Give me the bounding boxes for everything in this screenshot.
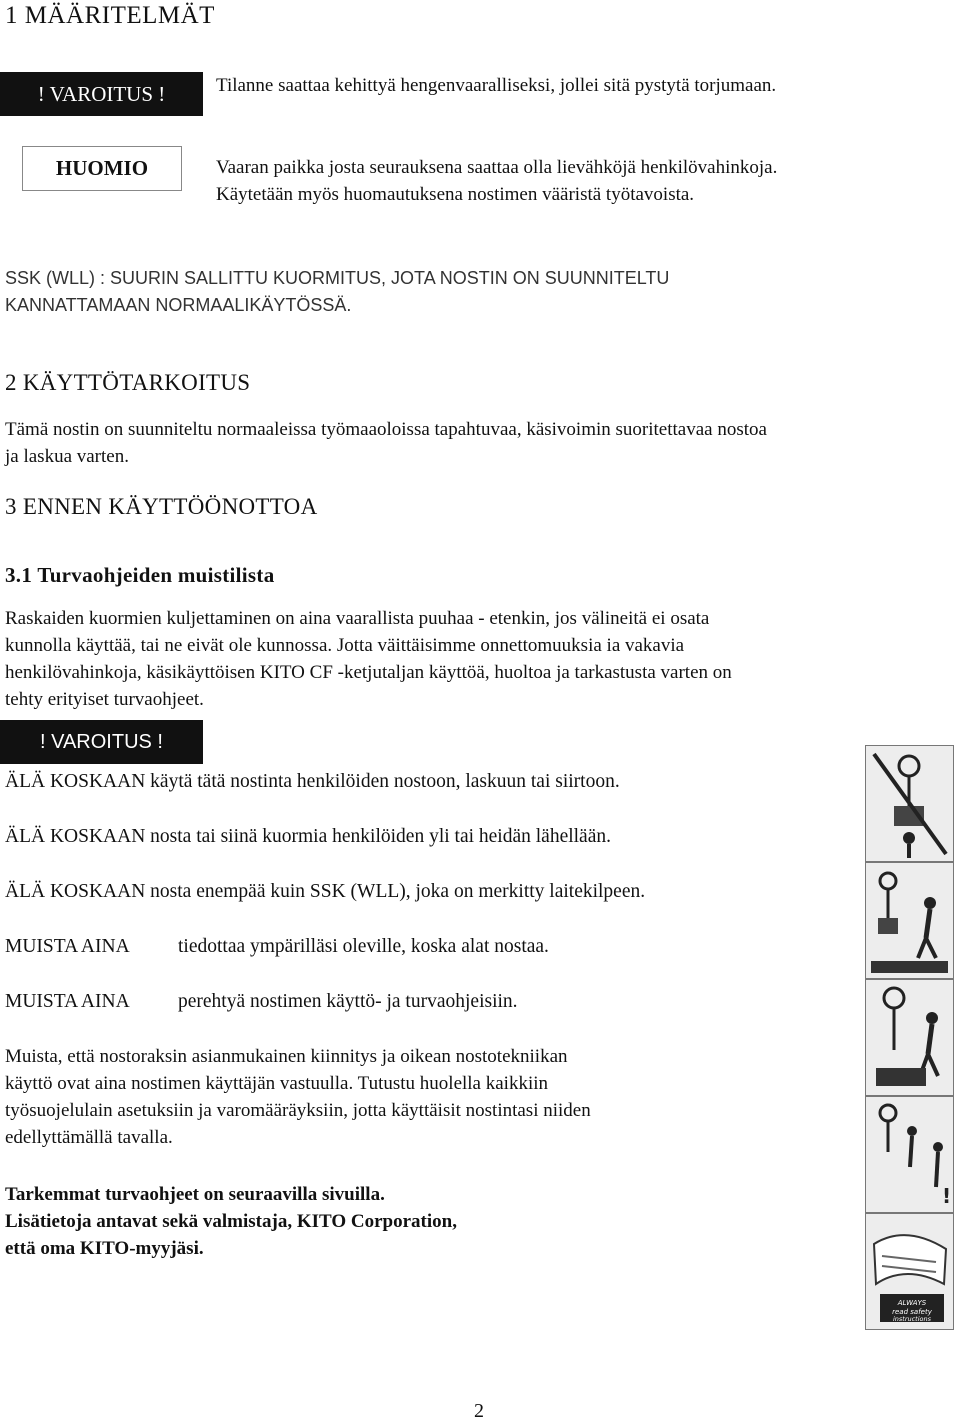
svg-text:ALWAYS: ALWAYS: [897, 1299, 927, 1307]
svg-text:instructions: instructions: [892, 1315, 932, 1323]
intro-line-3: henkilövahinkoja, käsikäyttöisen KITO CF -ketjutaljan käyttöä, huoltoa ja tarkastusta varten on: [5, 662, 732, 683]
ssk-definition-line-2: KANNATTAMAAN NORMAALIKÄYTÖSSÄ.: [5, 295, 352, 315]
never-rule-2: ÄLÄ KOSKAAN nosta tai siinä kuormia henkilöiden yli tai heidän lähellään.: [5, 826, 611, 847]
closing-line-1: Tarkemmat turvaohjeet on seuraavilla sivuilla.: [5, 1184, 385, 1205]
never-rule-3: ÄLÄ KOSKAAN nosta enempää kuin SSK (WLL), joka on merkitty laitekilpeen.: [5, 881, 646, 902]
hoist-near-person-pictogram: [865, 862, 954, 979]
warn-others-pictogram: [865, 1096, 954, 1213]
responsibility-line-1: Muista, että nostoraksin asianmukainen kiinnitys ja oikean nostotekniikan: [5, 1046, 568, 1067]
closing-line-2: Lisätietoja antavat sekä valmistaja, KITO Corporation,: [5, 1211, 457, 1232]
read-instructions-pictogram: [865, 1213, 954, 1330]
intro-line-2: kunnolla käyttää, tai ne eivät ole kunnossa. Jotta väittäisimme onnettomuuksia ia vakavia: [5, 635, 685, 656]
section-1-heading: 1 MÄÄRITELMÄT: [5, 2, 215, 29]
warning-definition: Tilanne saattaa kehittyä hengenvaaralliseksi, jollei sitä pystytä torjumaan.: [216, 75, 777, 96]
ssk-definition-line-1: SSK (WLL) : SUURIN SALLITTU KUORMITUS, JOTA NOSTIN ON SUUNNITELTU: [5, 268, 670, 288]
caution-definition-line-2: Käytetään myös huomautuksena nostimen vääristä työtavoista.: [216, 184, 695, 205]
section-3-heading: 3 ENNEN KÄYTTÖÖNOTTOA: [5, 494, 318, 519]
page-number: 2: [474, 1400, 484, 1422]
remember-label-1: MUISTA AINA: [5, 936, 130, 957]
responsibility-line-4: edellyttämällä tavalla.: [5, 1127, 173, 1148]
never-rule-1: ÄLÄ KOSKAAN käytä tätä nostinta henkilöiden nostoon, laskuun tai siirtoon.: [5, 771, 620, 792]
person-under-load-pictogram: [865, 745, 954, 862]
purpose-text-line-1: Tämä nostin on suunniteltu normaaleissa työmaaoloissa tapahtuvaa, käsivoimin suoritettavaa nostoa: [5, 419, 767, 440]
purpose-text-line-2: ja laskua varten.: [5, 446, 129, 467]
remember-rule-1: tiedottaa ympärilläsi oleville, koska alat nostaa.: [178, 936, 549, 957]
remember-rule-2: perehtyä nostimen käyttö- ja turvaohjeisiin.: [178, 991, 518, 1012]
intro-line-4: tehty erityiset turvaohjeet.: [5, 689, 204, 710]
caution-definition-line-1: Vaaran paikka josta seurauksena saattaa olla lievähköjä henkilövahinkoja.: [216, 157, 778, 178]
remember-label-2: MUISTA AINA: [5, 991, 130, 1012]
responsibility-line-2: käyttö ovat aina nostimen käyttäjän vastuulla. Tutustu huolella kaikkiin: [5, 1073, 549, 1094]
warning-badge: ! VAROITUS !: [0, 72, 203, 116]
intro-line-1: Raskaiden kuormien kuljettaminen on aina vaarallista puuhaa - etenkin, jos välineitä ei osata: [5, 608, 710, 629]
svg-text:!: !: [942, 1184, 952, 1208]
responsibility-line-3: työsuojelulain asetuksiin ja varomääräyksiin, jotta käyttäisit nostintasi niiden: [5, 1100, 591, 1121]
svg-text:read safety: read safety: [892, 1308, 932, 1316]
caution-badge: HUOMIO: [22, 146, 182, 191]
warning-badge-2: ! VAROITUS !: [0, 720, 203, 764]
overload-pictogram: [865, 979, 954, 1096]
section-3-1-heading: 3.1 Turvaohjeiden muistilista: [5, 563, 275, 587]
closing-line-3: että oma KITO-myyjäsi.: [5, 1238, 204, 1259]
section-2-heading: 2 KÄYTTÖTARKOITUS: [5, 370, 251, 395]
